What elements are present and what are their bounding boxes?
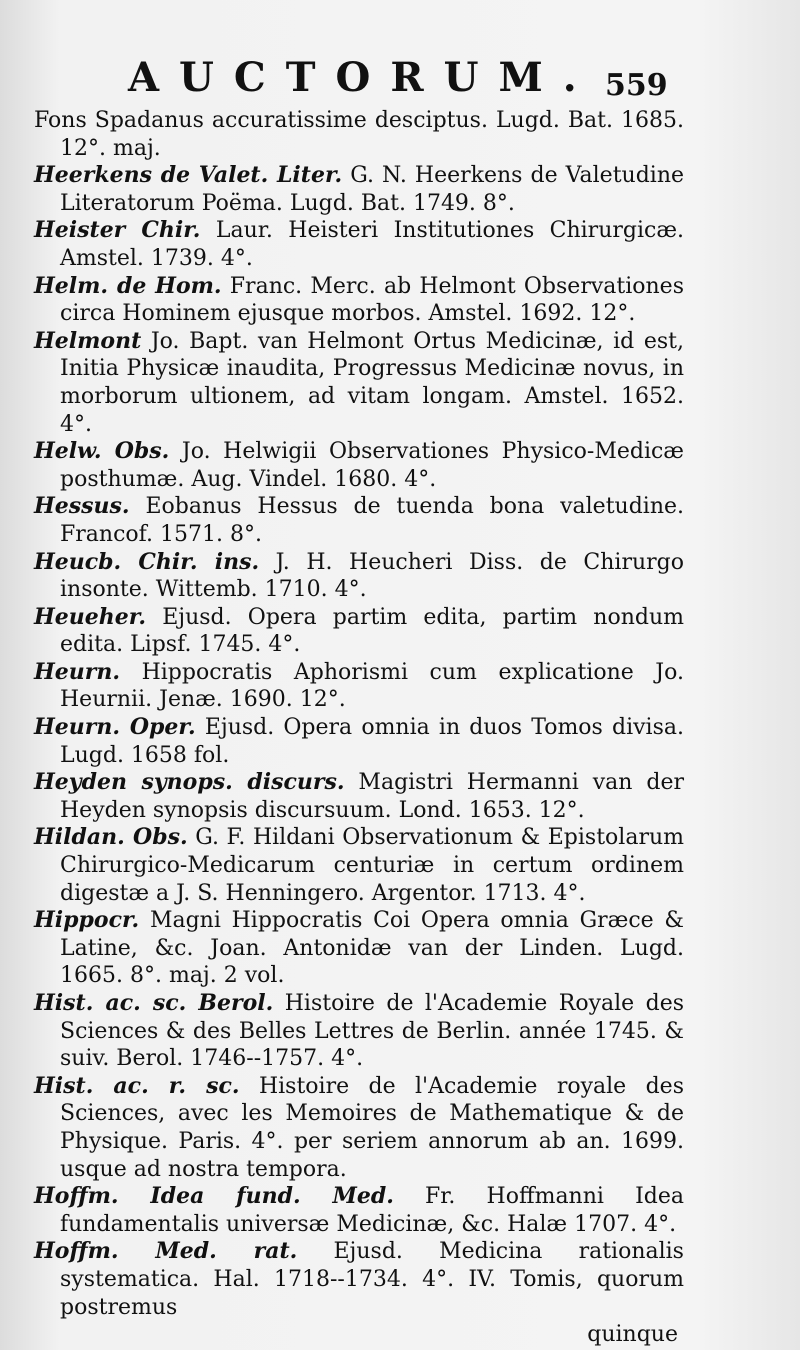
- bibliography-entry: [34, 1183, 684, 1238]
- entry-text: Jo. Helwigii Observationes Physico-Medicæ posthumæ. Aug. Vindel. 1680. 4°.: [60, 439, 684, 492]
- page-number: 559: [605, 68, 668, 103]
- bibliography-entry: [34, 990, 684, 1073]
- entry-text: Hippocratis Aphorismi cum explicatione Jo. Heurnii. Jenæ. 1690. 12°.: [60, 659, 684, 713]
- bibliography-entry: [34, 714, 684, 769]
- entry-text: Ejusd. Opera omnia in duos Tomos divisa. Lugd. 1658 fol.: [60, 715, 684, 768]
- bibliography-list: [34, 107, 684, 1349]
- entry-abbreviation: Heueher.: [34, 603, 146, 630]
- entry-text: Magni Hippocratis Coi Opera omnia Græce & Latine, &c. Joan. Antonidæ van der Linden. Lugd. 1665. 8°. maj. 2 vol.: [60, 908, 684, 989]
- running-title: AUCTORUM.: [128, 54, 597, 101]
- entry-abbreviation: Heister Chir.: [34, 217, 201, 244]
- entry-abbreviation: Hessus.: [34, 493, 130, 520]
- entry-text: Eobanus Hessus de tuenda bona valetudine. Francof. 1571. 8°.: [60, 494, 684, 547]
- entry-abbreviation: Heurn.: [34, 658, 121, 685]
- bibliography-entry: [34, 438, 684, 493]
- entry-text: Ejusd. Opera partim edita, partim nondum edita. Lipsf. 1745. 4°.: [60, 604, 684, 658]
- entry-abbreviation: Hildan. Obs.: [34, 824, 188, 851]
- entry-abbreviation: Heyden synops. discurs.: [34, 769, 345, 796]
- entry-abbreviation: Hist. ac. sc. Berol.: [34, 990, 274, 1016]
- entry-text: Histoire de l'Academie Royale des Sciences & des Belles Lettres de Berlin. année 1745. & suiv. Berol. 1746--1757. 4°.: [60, 991, 685, 1072]
- entry-abbreviation: Helmont: [34, 327, 142, 354]
- entry-text: Jo. Bapt. van Helmont Ortus Medicinæ, id est, Initia Physicæ inaudita, Progressus Medicinæ novus, in morborum ultionem, ad vitam longam. Amstel. 1652. 4°.: [60, 328, 684, 437]
- entry-abbreviation: Helw. Obs.: [34, 438, 170, 465]
- bibliography-entry: [34, 328, 684, 438]
- entry-abbreviation: Helm. de Hom.: [34, 272, 222, 299]
- entry-text: G. N. Heerkens de Valetudine Literatorum Poëma. Lugd. Bat. 1749. 8°.: [60, 163, 685, 216]
- entry-text: Magistri Hermanni van der Heyden synopsis discursuum. Lond. 1653. 12°.: [60, 770, 684, 823]
- entry-text: Ejusd. Medicina rationalis systematica. Hal. 1718--1734. 4°. IV. Tomis, quorum postremus: [60, 1239, 684, 1320]
- entry-abbreviation: Heurn. Oper.: [34, 714, 196, 741]
- bibliography-entry: [34, 659, 684, 714]
- bibliography-entry: [34, 1073, 684, 1183]
- page-header: [0, 50, 800, 110]
- entry-abbreviation: Hist. ac. r. sc.: [34, 1072, 240, 1099]
- bibliography-entry: [34, 907, 684, 990]
- bibliography-entry: [34, 162, 684, 217]
- entry-text: Fr. Hoffmanni Idea fundamentalis universæ Medicinæ, &c. Halæ 1707. 4°.: [60, 1184, 684, 1237]
- entry-text: G. F. Hildani Observationum & Epistolarum Chirurgico-Medicarum centuriæ in certum ordinem digestæ a J. S. Henningero. Argentor. 1713. 4°.: [60, 825, 684, 906]
- entry-abbreviation: Hoffm. Med. rat.: [34, 1238, 298, 1265]
- entry-text: Laur. Heisteri Institutiones Chirurgicæ. Amstel. 1739. 4°.: [60, 218, 684, 271]
- bibliography-entry: [34, 769, 684, 824]
- entry-abbreviation: Heerkens de Valet. Liter.: [34, 162, 343, 189]
- bibliography-entry: [34, 604, 684, 659]
- bibliography-entry: [34, 217, 684, 272]
- entry-abbreviation: Heucb. Chir. ins.: [34, 548, 260, 575]
- bibliography-entry: [34, 824, 684, 907]
- catchword: quinque: [587, 1322, 678, 1348]
- bibliography-entry: [34, 493, 684, 548]
- bibliography-entry: [34, 1238, 684, 1321]
- bibliography-entry: [34, 107, 684, 162]
- entry-text: J. H. Heucheri Diss. de Chirurgo insonte. Wittemb. 1710. 4°.: [60, 549, 685, 603]
- bibliography-entry: [34, 273, 684, 328]
- entry-text: Histoire de l'Academie royale des Sciences, avec les Memoires de Mathematique & de Physique. Paris. 4°. per seriem annorum ab an. 1699. usque ad nostra tempora.: [60, 1073, 684, 1182]
- entry-abbreviation: Hoffm. Idea fund. Med.: [34, 1183, 394, 1210]
- bibliography-entry: [34, 549, 684, 604]
- entry-text: Franc. Merc. ab Helmont Observationes circa Hominem ejusque morbos. Amstel. 1692. 12°.: [60, 273, 684, 327]
- entry-abbreviation: Hippocr.: [34, 907, 140, 934]
- entry-text: Fons Spadanus accuratissime desciptus. Lugd. Bat. 1685. 12°. maj.: [34, 108, 684, 161]
